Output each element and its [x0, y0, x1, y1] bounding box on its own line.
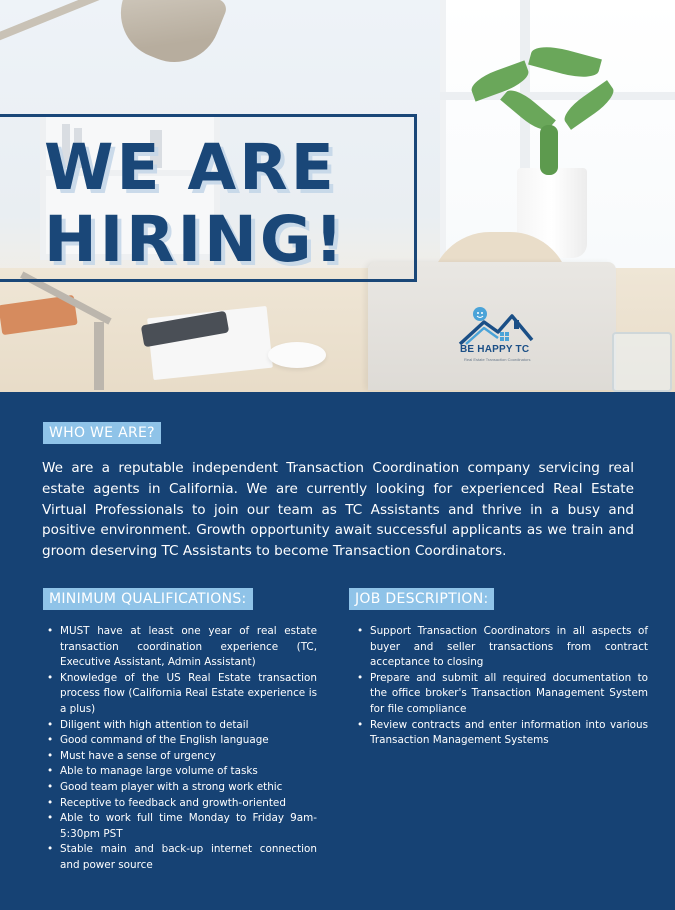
- qualifications-heading: MINIMUM QUALIFICATIONS:: [43, 588, 253, 610]
- desk-lamp-stem: [94, 322, 104, 390]
- qualification-item: • Diligent with high attention to detail: [47, 718, 317, 734]
- who-we-are-text: We are a reputable independent Transaction Coordination company servicing real estate agents in California. We are currently looking for experienced Real Estate Virtual Professionals to join our team as TC Assistants and thrive in a busy and positive environment. Growth opportunity await successful applicants as we train and groom deserving TC Assistants to become Transaction Coordinators.: [42, 460, 634, 560]
- who-we-are-heading: WHO WE ARE?: [43, 422, 161, 444]
- qualification-item: • Able to work full time Monday to Friday 9am-5:30pm PST: [47, 811, 317, 842]
- plant-stem: [540, 125, 558, 175]
- qualification-item: • Knowledge of the US Real Estate transaction process flow (California Real Estate experience is a plus): [47, 671, 317, 718]
- lamp-icon: [107, 0, 229, 76]
- qualification-item: • Able to manage large volume of tasks: [47, 764, 317, 780]
- job-description-heading: JOB DESCRIPTION:: [349, 588, 494, 610]
- qualification-item: • MUST have at least one year of real estate transaction coordination experience (TC, Executive Assistant, Admin Assistant): [47, 624, 317, 671]
- job-description-list: [357, 624, 648, 749]
- job-description-item: • Prepare and submit all required documentation to the office broker's Transaction Management System for file compliance: [357, 671, 648, 718]
- job-description-item: • Support Transaction Coordinators in all aspects of buyer and seller transactions from contract acceptance to closing: [357, 624, 648, 671]
- logo-subtext: Real Estate Transaction Coordinators: [464, 357, 531, 362]
- qualification-item: • Receptive to feedback and growth-oriented: [47, 796, 317, 812]
- qualifications-list: [47, 624, 317, 874]
- house-logo-icon: [454, 304, 536, 348]
- qualification-item: • Good team player with a strong work ethic: [47, 780, 317, 796]
- company-logo: [454, 304, 536, 364]
- hiring-headline: [44, 132, 424, 276]
- qualification-item: • Must have a sense of urgency: [47, 749, 317, 765]
- headline-line-1: WE ARE: [44, 131, 337, 204]
- glass: [612, 332, 672, 392]
- qualification-item: • Good command of the English language: [47, 733, 317, 749]
- logo-text: BE HAPPY TC: [460, 344, 530, 355]
- computer-mouse: [268, 342, 326, 368]
- qualification-item: • Stable main and back-up internet connection and power source: [47, 842, 317, 873]
- headline-line-2: HIRING!: [44, 203, 347, 276]
- job-description-item: • Review contracts and enter information into various Transaction Management Systems: [357, 718, 648, 749]
